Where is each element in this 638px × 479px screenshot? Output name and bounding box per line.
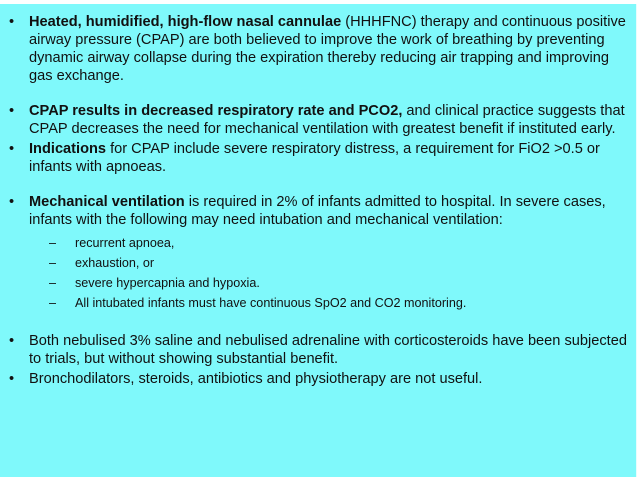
bullet-text: is required in 2% of infants admitted to hospital. In severe cases, infants with the following may need intubation and mechanical ventilation: — [29, 194, 606, 228]
dash-marker: – — [49, 256, 57, 270]
sub-item-text: severe hypercapnia and hypoxia. — [75, 276, 260, 290]
bullet-indications — [9, 140, 629, 176]
sub-item — [49, 235, 629, 252]
bullet-list — [9, 13, 629, 388]
bullet-marker: • — [9, 141, 15, 157]
bullet-marker: • — [9, 371, 15, 387]
bullet-marker: • — [9, 333, 15, 349]
dash-marker: – — [49, 296, 57, 310]
bullet-nebulised — [9, 332, 629, 368]
bullet-bold-text: Mechanical ventilation — [29, 194, 185, 210]
bullet-marker: • — [9, 14, 15, 30]
sub-item-text: All intubated infants must have continuous SpO2 and CO2 monitoring. — [75, 296, 467, 310]
bullet-text: for CPAP include severe respiratory distress, a requirement for FiO2 >0.5 or infants with apnoeas. — [29, 141, 600, 175]
bullet-text: (HHHFNC) therapy and continuous positive airway pressure (CPAP) are both believed to improve the work of breathing by preventing dynamic airway collapse during the expiration thereby reducing air trapping and improving gas exchange. — [29, 14, 626, 84]
content-panel — [0, 4, 637, 477]
bullet-text: Both nebulised 3% saline and nebulised adrenaline with corticosteroids have been subjected to trials, but without showing substantial benefit. — [29, 333, 627, 367]
sub-item — [49, 295, 629, 312]
sub-list — [29, 235, 629, 312]
bullet-hhhfnc — [9, 13, 629, 85]
bullet-marker: • — [9, 103, 15, 119]
sub-item-text: exhaustion, or — [75, 256, 155, 270]
bullet-text: Bronchodilators, steroids, antibiotics and physiotherapy are not useful. — [29, 371, 483, 387]
dash-marker: – — [49, 276, 57, 290]
sub-item — [49, 275, 629, 292]
bullet-text: and clinical practice suggests that CPAP decreases the need for mechanical ventilation with greatest benefit if instituted early. — [29, 103, 625, 137]
bullet-mechanical-ventilation — [9, 193, 629, 312]
bullet-cpap-results — [9, 102, 629, 138]
bullet-bold-text: CPAP results in decreased respiratory rate and PCO2, — [29, 103, 403, 119]
bullet-bold-text: Indications — [29, 141, 107, 157]
bullet-not-useful — [9, 370, 629, 388]
sub-item — [49, 255, 629, 272]
sub-item-text: recurrent apnoea, — [75, 236, 175, 250]
dash-marker: – — [49, 236, 57, 250]
bullet-bold-text: Heated, humidified, high-flow nasal cannulae — [29, 14, 342, 30]
bullet-marker: • — [9, 194, 15, 210]
